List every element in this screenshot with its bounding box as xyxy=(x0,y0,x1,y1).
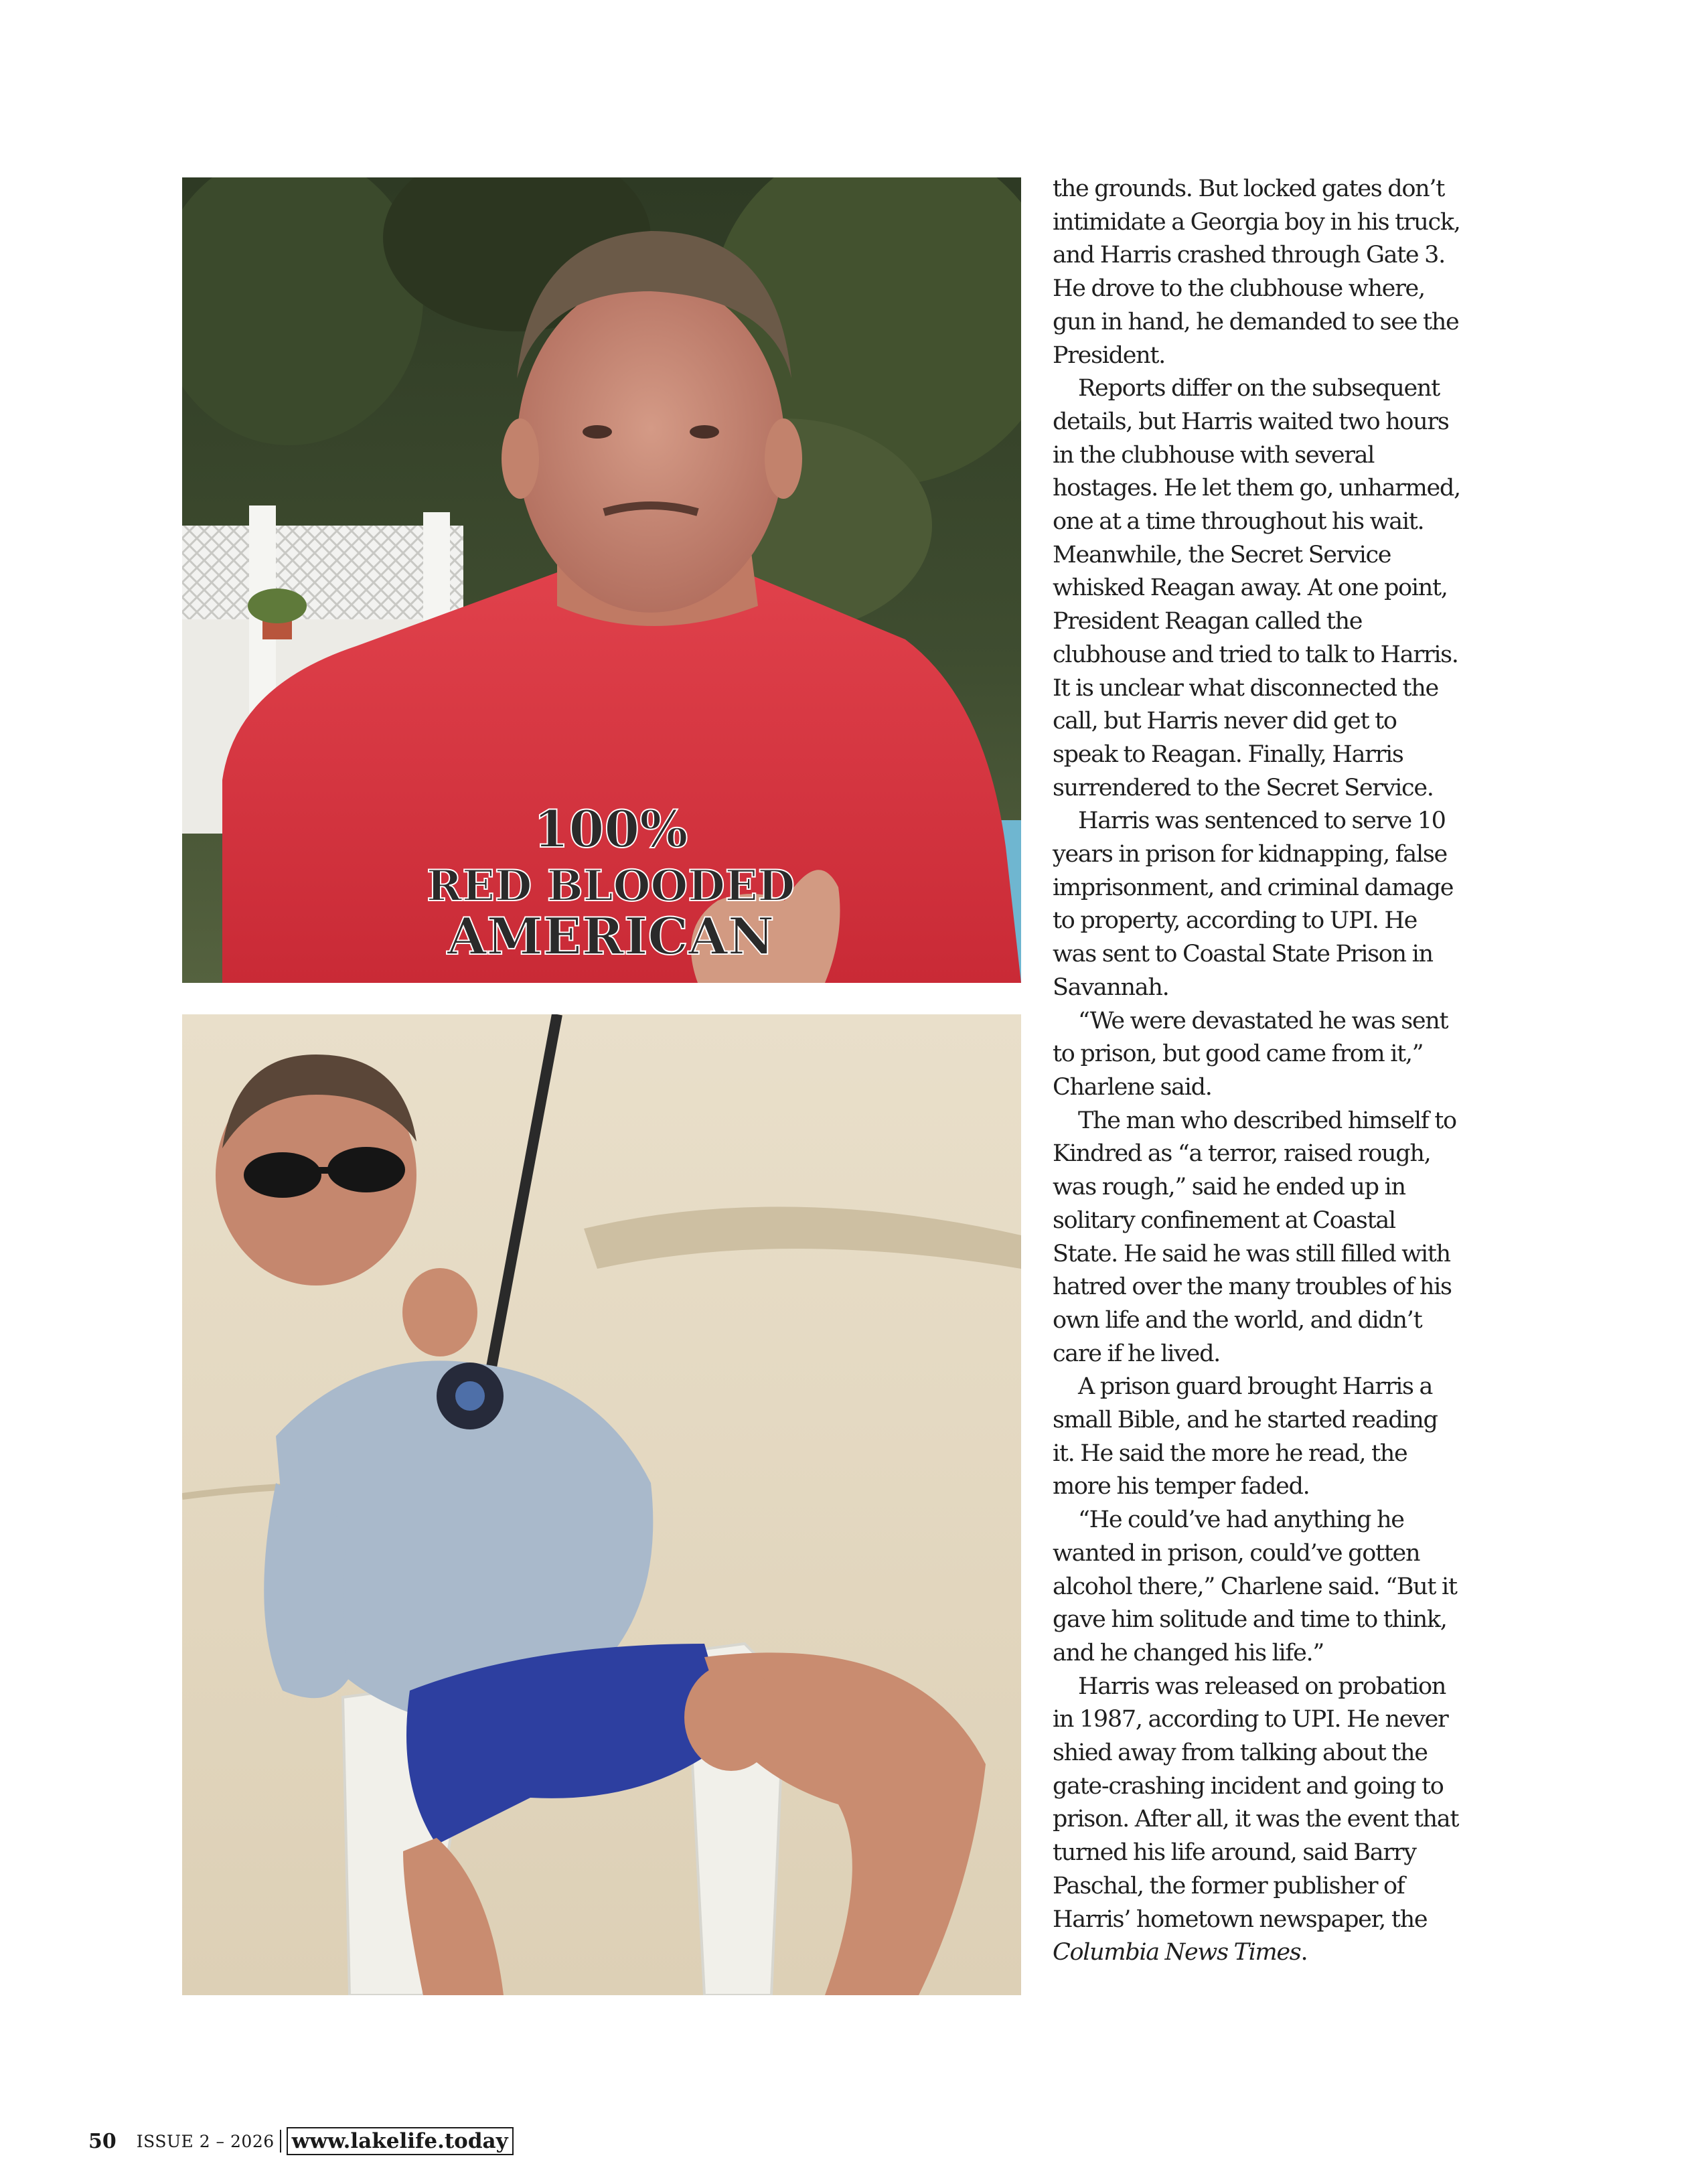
publication-name: Columbia News Times xyxy=(1053,1939,1301,1966)
article-paragraph-1: the grounds. But locked gates don’t intimidate a Georgia boy in his truck, and Harris crashed through Gate 3. He drove to the clubhouse where, gun in hand, he demanded to see the President. xyxy=(1053,175,1460,369)
article-paragraph-3: Harris was sentenced to serve 10 years in prison for kidnapping, false imprisonment, and criminal damage to property, according to UPI. He was sent to Coastal State Prison in Savannah. xyxy=(1053,807,1454,1001)
shirt-text-line3: AMERICAN xyxy=(447,907,775,966)
photo-man-in-red-shirt xyxy=(182,177,1021,983)
article-paragraph-8-text: Harris was released on probation in 1987, according to UPI. He never shied away from talking about the gate-crashing incident and going to prison. After all, it was the event that turned his life around, said Barry Paschal, the former publisher of Harris’ hometown newspaper, the xyxy=(1053,1672,1459,1933)
shirt-text-line2: RED BLOODED xyxy=(426,861,795,911)
shirt-text-line1: 100% xyxy=(533,799,688,859)
page-number: 50 xyxy=(88,2129,117,2153)
article-paragraph-7: “He could’ve had anything he wanted in prison, could’ve gotten alcohol there,” Charlene said. “But it gave him solitude and time to think, and he changed his life.” xyxy=(1053,1506,1457,1666)
article-paragraph-8 xyxy=(1053,1670,1464,1970)
site-url-link[interactable]: www.lakelife.today xyxy=(287,2127,514,2155)
photo-fishing-illustration xyxy=(182,1014,1021,1995)
footer-divider xyxy=(280,2130,281,2153)
article-paragraph-2: Reports differ on the subsequent details, but Harris waited two hours in the clubhouse with several hostages. He let them go, unharmed, one at a time throughout his wait. Meanwhile, the Secret Service whisked Reagan away. At one point, President Reagan called the clubhouse and tried to talk to Harris. It is unclear what disconnected the call, but Harris never did get to speak to Reagan. Finally, Harris surrendered to the Secret Service. xyxy=(1053,375,1460,801)
issue-label: ISSUE 2 – 2026 xyxy=(136,2131,275,2151)
article-column xyxy=(1053,173,1464,1970)
photo-red-shirt-illustration xyxy=(182,177,1021,983)
page-footer xyxy=(88,2126,514,2156)
article-paragraph-5: The man who described himself to Kindred as “a terror, raised rough, was rough,” said he ended up in solitary confinement at Coastal State. He said he was still filled with hatred over the many troubles of his own life and the world, and didn’t care if he lived. xyxy=(1053,1107,1456,1367)
article-paragraph-6: A prison guard brought Harris a small Bible, and he started reading it. He said the more he read, the more his temper faded. xyxy=(1053,1373,1438,1500)
photo-man-fishing-on-beach xyxy=(182,1014,1021,1995)
article-paragraph-4: “We were devastated he was sent to prison, but good came from it,” Charlene said. xyxy=(1053,1007,1448,1101)
closing-punctuation: . xyxy=(1300,1939,1308,1966)
